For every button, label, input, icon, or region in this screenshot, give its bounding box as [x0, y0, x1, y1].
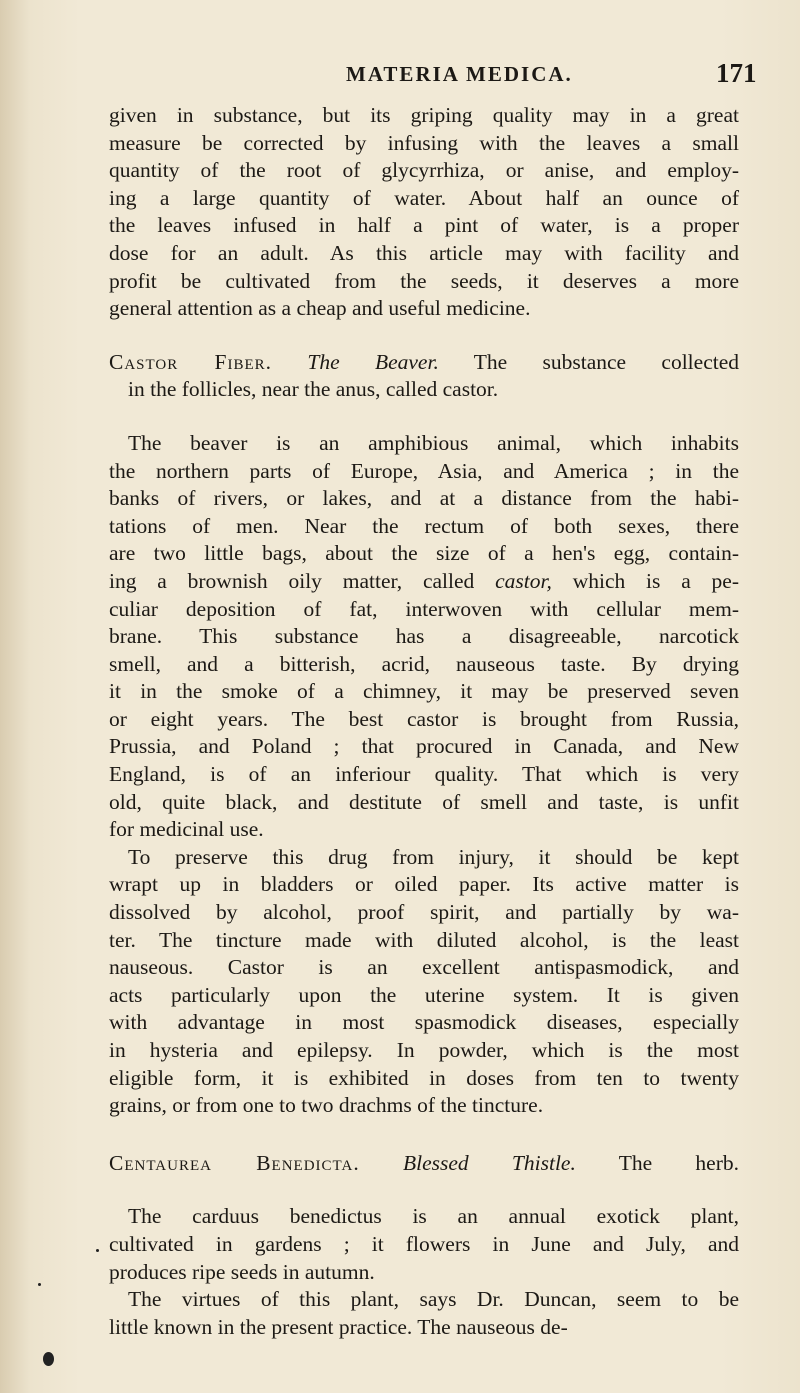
centaurea-heading-text: The herb. [618, 1150, 739, 1175]
castor-heading-cont: in the follicles, near the anus, called castor. [128, 377, 499, 402]
text-line: England, is of an inferiour quality. That which is very [109, 762, 739, 787]
page-number: 171 [716, 58, 757, 88]
text-line: or eight years. The best castor is brought from Russia, [109, 706, 739, 731]
text-line: acts particularly upon the uterine system. It is given [109, 982, 739, 1007]
castor-heading-text: The substance collected [473, 349, 739, 374]
text-line: dose for an adult. As this article may with facility and [109, 240, 739, 265]
text-line: The virtues of this plant, says Dr. Duncan, seem to be [128, 1287, 739, 1312]
text-line: general attention as a cheap and useful medicine. [109, 296, 531, 321]
text-line: quantity of the root of glycyrrhiza, or anise, and employ- [109, 158, 739, 183]
body-text [109, 102, 739, 1341]
text-line: ing a large quantity of water. About half an ounce of [109, 185, 739, 210]
text-line: the northern parts of Europe, Asia, and America ; in the [109, 458, 739, 483]
castor-italic-term: castor, [495, 568, 552, 593]
ink-speck [96, 1249, 99, 1252]
text-line: for medicinal use. [109, 817, 264, 842]
text-line: the leaves infused in half a pint of water, is a proper [109, 213, 739, 238]
text-line-with-italic: ing a brownish oily matter, called castor, which is a pe- [109, 568, 739, 593]
centaurea-common-name: Blessed Thistle. [403, 1150, 576, 1175]
text-line: in hysteria and epilepsy. In powder, which is the most [109, 1038, 739, 1062]
text-line: are two little bags, about the size of a hen's egg, contain- [109, 541, 739, 566]
centaurea-entry-heading [109, 1150, 739, 1178]
ink-speck [43, 1352, 54, 1366]
text-line: dissolved by alcohol, proof spirit, and partially by wa- [109, 900, 739, 925]
text-line: grains, or from one to two drachms of the tincture. [109, 1093, 544, 1118]
text-line: little known in the present practice. The nauseous de- [109, 1314, 568, 1339]
text-line: old, quite black, and destitute of smell and taste, is unfit [109, 789, 739, 814]
castor-common-name: The Beaver. [307, 349, 439, 374]
text-line: To preserve this drug from injury, it should be kept [128, 844, 739, 869]
text-line: banks of rivers, or lakes, and at a distance from the habi- [109, 486, 739, 511]
text-line: tations of men. Near the rectum of both sexes, there [109, 513, 739, 538]
running-head: MATERIA MEDICA. [346, 62, 573, 86]
page-header [0, 58, 800, 98]
text-line: The beaver is an amphibious animal, which inhabits [128, 430, 739, 455]
text-line: smell, and a bitterish, acrid, nauseous taste. By drying [109, 651, 739, 676]
text-line: measure be corrected by infusing with the leaves a small [109, 130, 739, 155]
castor-latin-name: Castor Fiber. [109, 349, 273, 374]
text-line: brane. This substance has a disagreeable, narcotick [109, 624, 739, 649]
text-line: given in substance, but its griping quality may in a great [109, 103, 739, 127]
text-line: it in the smoke of a chimney, it may be preserved seven [109, 679, 739, 704]
text-line: Prussia, and Poland ; that procured in Canada, and New [109, 734, 739, 759]
text-line: with advantage in most spasmodick diseases, especially [109, 1010, 739, 1035]
text-line: eligible form, it is exhibited in doses from ten to twenty [109, 1065, 739, 1090]
castor-entry-heading [109, 349, 739, 377]
text-line: produces ripe seeds in autumn. [109, 1259, 375, 1284]
text-line: nauseous. Castor is an excellent antispasmodick, and [109, 955, 739, 980]
text-line: profit be cultivated from the seeds, it deserves a more [109, 268, 739, 293]
centaurea-latin-name: Centaurea Benedicta. [109, 1150, 360, 1175]
text-line: wrapt up in bladders or oiled paper. Its active matter is [109, 872, 739, 897]
text-line: cultivated in gardens ; it flowers in June and July, and [109, 1231, 739, 1256]
text-line: culiar deposition of fat, interwoven with cellular mem- [109, 596, 739, 621]
text-line: ter. The tincture made with diluted alcohol, is the least [109, 927, 739, 952]
ink-speck [38, 1283, 41, 1286]
text-line: The carduus benedictus is an annual exotick plant, [128, 1204, 739, 1229]
